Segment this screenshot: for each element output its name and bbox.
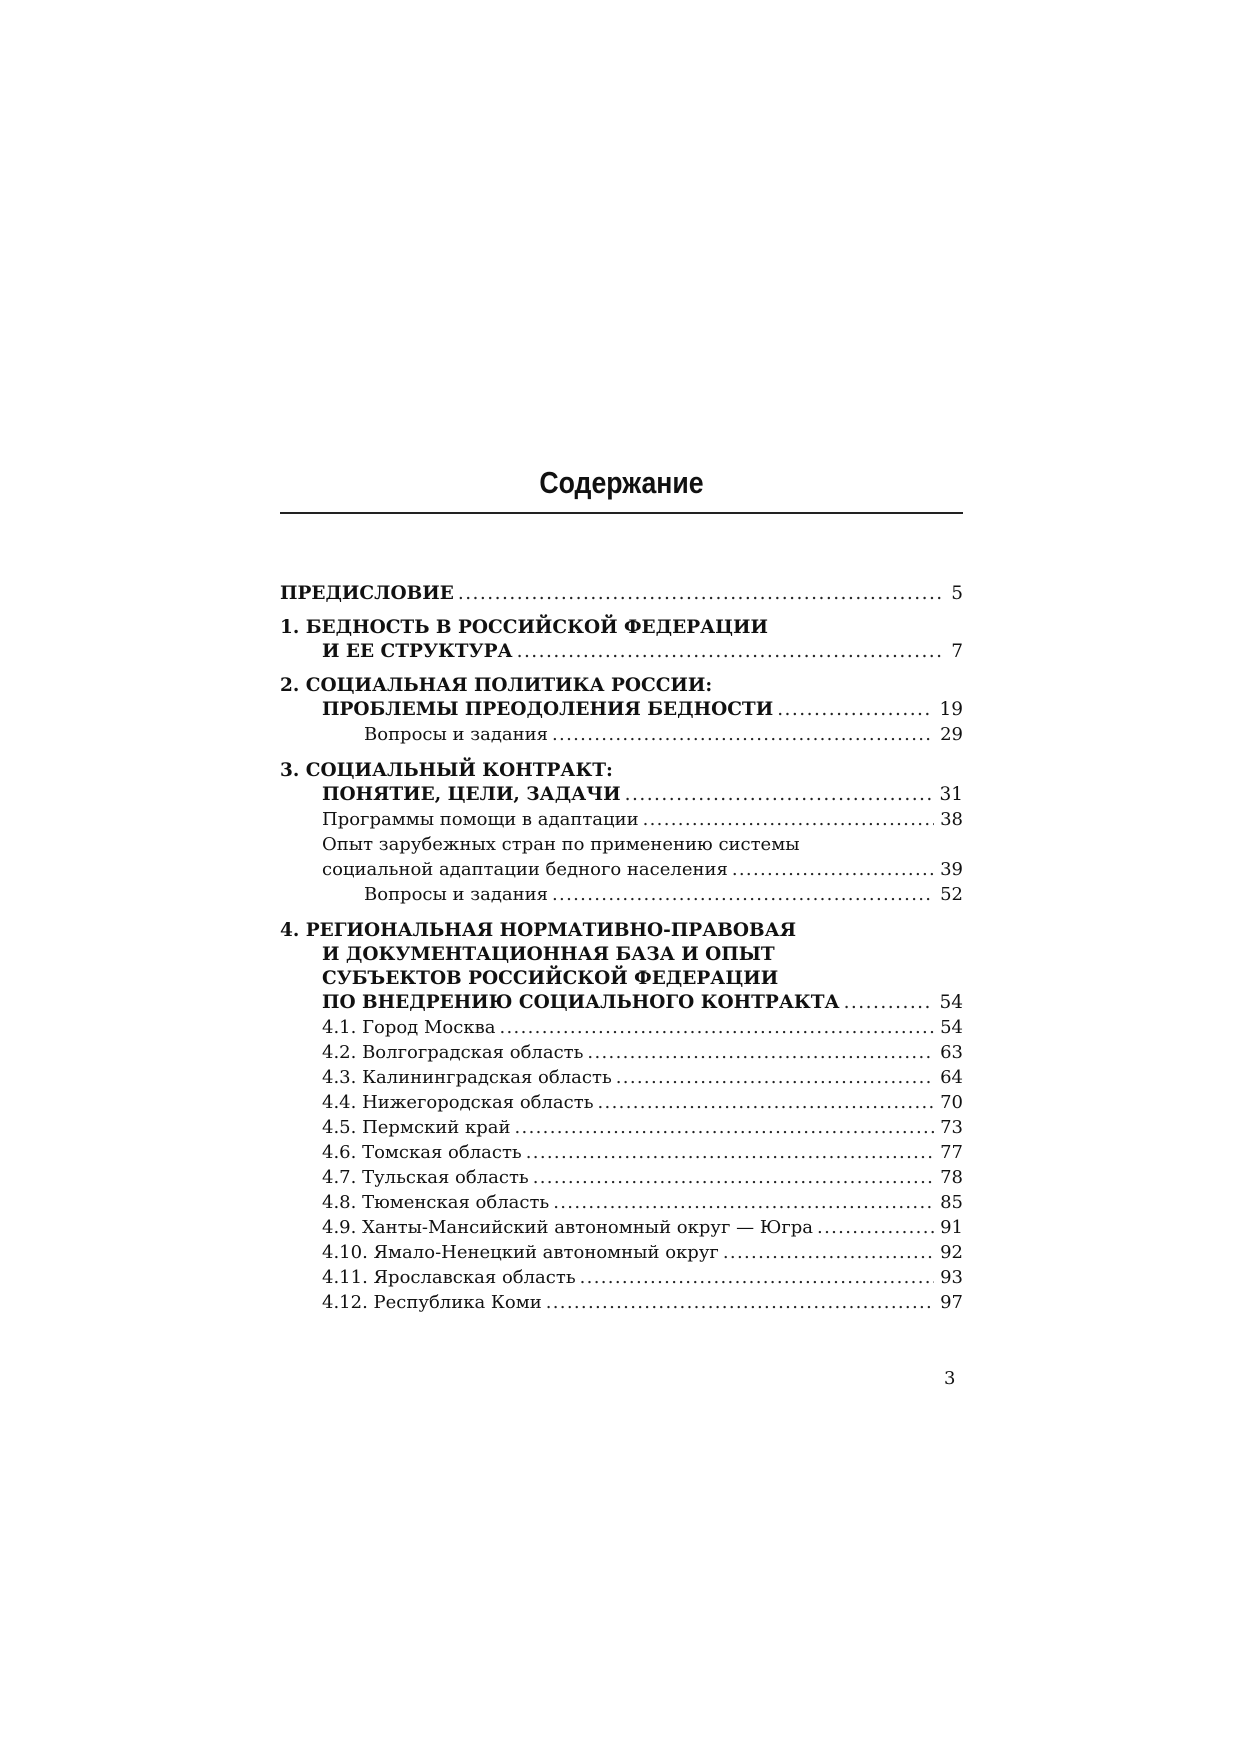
- toc-entry-page: 70: [940, 1092, 963, 1113]
- toc-entry-title: И ДОКУМЕНТАЦИОННАЯ БАЗА И ОПЫТ: [322, 944, 775, 965]
- leader-dots: [844, 991, 934, 1015]
- toc-entry-title: 4.2. Волгоградская область: [322, 1042, 584, 1063]
- toc-entry-title: 4.11. Ярославская область: [322, 1267, 576, 1288]
- leader-dots: [533, 1166, 934, 1190]
- toc-entry-chapter-1-cont[interactable]: [322, 640, 963, 664]
- leader-dots: [499, 1016, 934, 1040]
- toc-entry-title: 4.1. Город Москва: [322, 1017, 496, 1038]
- toc-entry-page: 97: [940, 1292, 963, 1313]
- leader-dots: [552, 883, 934, 907]
- leader-dots: [515, 1116, 935, 1140]
- toc-entry-4-4[interactable]: [322, 1091, 963, 1115]
- toc-entry-title: 3. СОЦИАЛЬНЫЙ КОНТРАКТ:: [280, 760, 613, 781]
- toc-entry-title: 4.9. Ханты-Мансийский автономный округ — Югра: [322, 1217, 814, 1238]
- toc-entry-title: 4.4. Нижегородская область: [322, 1092, 594, 1113]
- leader-dots: [587, 1041, 934, 1065]
- toc-entry-title: Вопросы и задания: [364, 724, 548, 745]
- toc-entry-foreign-experience[interactable]: [322, 833, 800, 857]
- toc-entry-title: 4.8. Тюменская область: [322, 1192, 550, 1213]
- leader-dots: [732, 858, 934, 882]
- toc-entry-title: Программы помощи в адаптации: [322, 809, 639, 830]
- toc-entry-title: ПО ВНЕДРЕНИЮ СОЦИАЛЬНОГО КОНТРАКТА: [322, 992, 840, 1013]
- toc-entry-page: 93: [940, 1267, 963, 1288]
- leader-dots: [777, 698, 933, 722]
- toc-entry-4-1[interactable]: [322, 1016, 963, 1040]
- toc-entry-4-10[interactable]: [322, 1241, 963, 1265]
- toc-entry-page: 64: [940, 1067, 963, 1088]
- toc-entry-4-3[interactable]: [322, 1066, 963, 1090]
- toc-entry-page: 5: [951, 583, 963, 604]
- leader-dots: [817, 1216, 934, 1240]
- toc-entry-title: 4.3. Калининградская область: [322, 1067, 612, 1088]
- toc-entry-title: ПРЕДИСЛОВИЕ: [280, 583, 454, 604]
- toc-entry-title: социальной адаптации бедного населения: [322, 859, 728, 880]
- leader-dots: [546, 1291, 934, 1315]
- toc-entry-chapter-4-cont-1[interactable]: [322, 943, 775, 967]
- toc-entry-title: СУБЪЕКТОВ РОССИЙСКОЙ ФЕДЕРАЦИИ: [322, 968, 779, 989]
- toc-entry-page: 54: [940, 1017, 963, 1038]
- toc-entry-title: 4.10. Ямало-Ненецкий автономный округ: [322, 1242, 719, 1263]
- toc-entry-chapter-4-cont-3[interactable]: [322, 991, 963, 1015]
- toc-entry-title: 2. СОЦИАЛЬНАЯ ПОЛИТИКА РОССИИ:: [280, 675, 713, 696]
- toc-entry-title: 4.7. Тульская область: [322, 1167, 529, 1188]
- toc-entry-page: 19: [939, 699, 963, 720]
- leader-dots: [616, 1066, 934, 1090]
- toc-entry-page: 91: [940, 1217, 963, 1238]
- toc-entry-page: 38: [940, 809, 963, 830]
- leader-dots: [526, 1141, 934, 1165]
- toc-entry-4-11[interactable]: [322, 1266, 963, 1290]
- leader-dots: [517, 640, 946, 664]
- toc-entry-4-2[interactable]: [322, 1041, 963, 1065]
- toc-entry-page: 31: [939, 784, 963, 805]
- toc-entry-questions-2[interactable]: [364, 723, 963, 747]
- page-title: Содержание: [539, 465, 704, 500]
- leader-dots: [598, 1091, 935, 1115]
- toc-entry-page: 39: [940, 859, 963, 880]
- toc-entry-4-7[interactable]: [322, 1166, 963, 1190]
- toc-entry-page: 7: [951, 641, 963, 662]
- toc-entry-title: 4.12. Республика Коми: [322, 1292, 542, 1313]
- toc-entry-chapter-2-cont[interactable]: [322, 698, 963, 722]
- toc-entry-title: 4.5. Пермский край: [322, 1117, 511, 1138]
- toc-entry-title: И ЕЕ СТРУКТУРА: [322, 641, 513, 662]
- toc-entry-chapter-2[interactable]: [280, 674, 712, 698]
- toc-entry-page: 77: [940, 1142, 963, 1163]
- toc-entry-page: 85: [940, 1192, 963, 1213]
- toc-entry-foreign-experience-cont[interactable]: [322, 858, 963, 882]
- toc-entry-page: 78: [940, 1167, 963, 1188]
- toc-entry-title: Опыт зарубежных стран по применению системы: [322, 834, 800, 855]
- toc-entry-chapter-3[interactable]: [280, 759, 613, 783]
- toc-entry-chapter-1[interactable]: [280, 616, 768, 640]
- toc-entry-4-5[interactable]: [322, 1116, 963, 1140]
- toc-entry-page: 29: [940, 724, 963, 745]
- leader-dots: [553, 1191, 934, 1215]
- leader-dots: [458, 582, 945, 606]
- toc-entry-4-8[interactable]: [322, 1191, 963, 1215]
- toc-entry-title: ПОНЯТИЕ, ЦЕЛИ, ЗАДАЧИ: [322, 784, 621, 805]
- toc-entry-questions-3[interactable]: [364, 883, 963, 907]
- title-divider: [280, 512, 963, 514]
- leader-dots: [552, 723, 934, 747]
- leader-dots: [580, 1266, 934, 1290]
- toc-entry-page: 92: [940, 1242, 963, 1263]
- page-number: 3: [944, 1368, 956, 1389]
- toc-entry-chapter-4-cont-2[interactable]: [322, 967, 778, 991]
- toc-entry-preface[interactable]: [280, 582, 963, 606]
- leader-dots: [723, 1241, 934, 1265]
- toc-entry-page: 52: [940, 884, 963, 905]
- toc-entry-adaptation-programs[interactable]: [322, 808, 963, 832]
- toc-entry-page: 73: [940, 1117, 963, 1138]
- toc-entry-title: ПРОБЛЕМЫ ПРЕОДОЛЕНИЯ БЕДНОСТИ: [322, 699, 774, 720]
- toc-entry-page: 54: [939, 992, 963, 1013]
- toc-entry-4-6[interactable]: [322, 1141, 963, 1165]
- toc-entry-title: 1. БЕДНОСТЬ В РОССИЙСКОЙ ФЕДЕРАЦИИ: [280, 617, 769, 638]
- toc-entry-4-12[interactable]: [322, 1291, 963, 1315]
- toc-entry-title: 4.6. Томская область: [322, 1142, 522, 1163]
- toc-entry-title: 4. РЕГИОНАЛЬНАЯ НОРМАТИВНО-ПРАВОВАЯ: [280, 920, 797, 941]
- toc-entry-4-9[interactable]: [322, 1216, 963, 1240]
- leader-dots: [643, 808, 935, 832]
- toc-entry-page: 63: [940, 1042, 963, 1063]
- toc-entry-chapter-3-cont[interactable]: [322, 783, 963, 807]
- toc-entry-chapter-4[interactable]: [280, 919, 796, 943]
- toc-entry-title: Вопросы и задания: [364, 884, 548, 905]
- leader-dots: [625, 783, 934, 807]
